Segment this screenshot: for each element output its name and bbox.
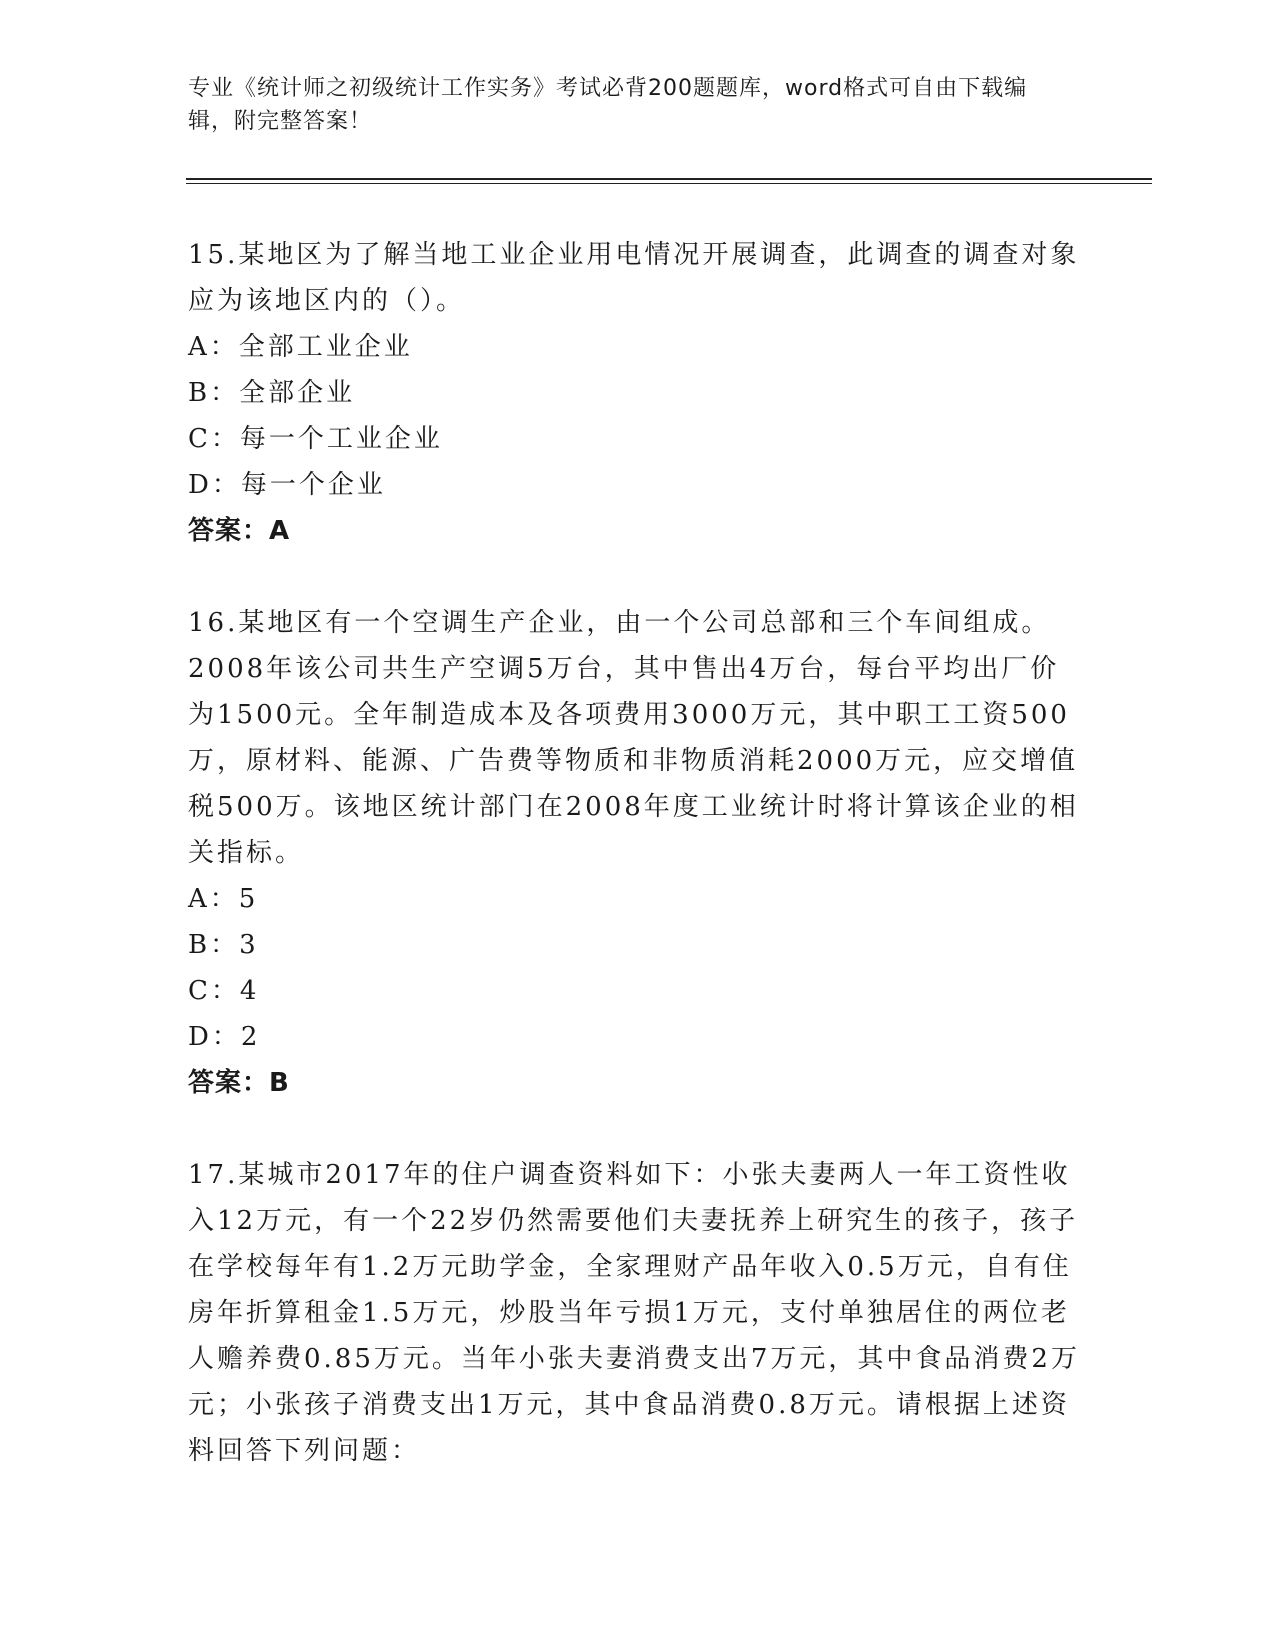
- option-b: B：全部企业: [188, 378, 356, 408]
- document-header: 专业《统计师之初级统计工作实务》考试必背200题题库，word格式可自由下载编辑，附完整答案！: [188, 76, 1028, 134]
- question-list: [188, 232, 1088, 1520]
- option-a: A：5: [188, 884, 259, 914]
- option-b: B：3: [188, 930, 259, 960]
- option-d: D：每一个企业: [188, 470, 386, 500]
- question-text: 16.某地区有一个空调生产企业，由一个公司总部和三个车间组成。2008年该公司共生产空调5万台，其中售出4万台，每台平均出厂价为1500元。全年制造成本及各项费用3000万元，其中职工工资500万，原材料、能源、广告费等物质和非物质消耗2000万元，应交增值税500万。该地区统计部门在2008年度工业统计时将计算该企业的相关指标。: [188, 608, 1079, 868]
- option-d: D：2: [188, 1022, 261, 1052]
- answer-line: 答案：B: [188, 1068, 290, 1098]
- question-text: 15.某地区为了解当地工业企业用电情况开展调查，此调查的调查对象应为该地区内的（）。: [188, 240, 1080, 316]
- option-c: C：每一个工业企业: [188, 424, 443, 454]
- option-a: A：全部工业企业: [188, 332, 413, 362]
- option-c: C：4: [188, 976, 260, 1006]
- question-17: [188, 1152, 1088, 1474]
- header-divider-thick: [186, 178, 1152, 180]
- question-text: 17.某城市2017年的住户调查资料如下：小张夫妻两人一年工资性收入12万元，有一个22岁仍然需要他们夫妻抚养上研究生的孩子，孩子在学校每年有1.2万元助学金，全家理财产品年收入0.5万元，自有住房年折算租金1.5万元，炒股当年亏损1万元，支付单独居住的两位老人赡养费0.85万元。当年小张夫妻消费支出7万元，其中食品消费2万元；小张孩子消费支出1万元，其中食品消费0.8万元。请根据上述资料回答下列问题：: [188, 1160, 1080, 1466]
- header-divider-thin: [186, 183, 1152, 184]
- question-16: [188, 600, 1088, 1106]
- answer-line: 答案：A: [188, 516, 291, 546]
- question-15: [188, 232, 1088, 554]
